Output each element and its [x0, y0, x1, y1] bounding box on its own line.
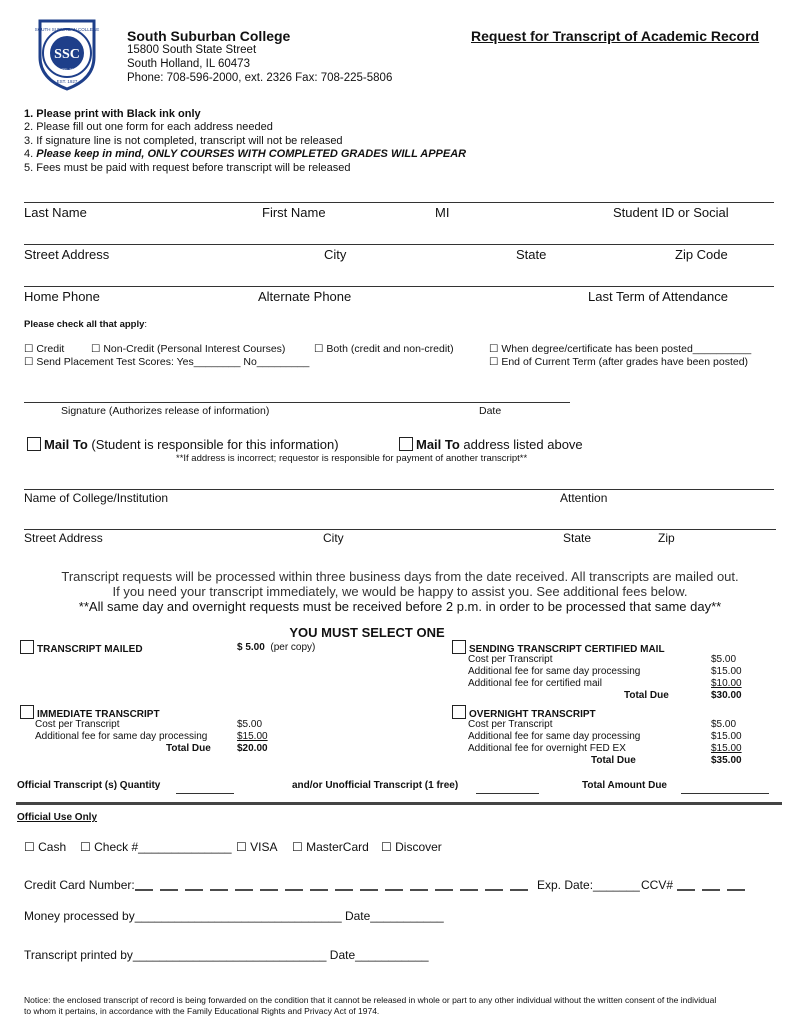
payment-mastercard-label: MasterCard — [306, 840, 369, 854]
overnight-row-value: $5.00 — [711, 719, 737, 730]
immediate-total-label: Total Due — [166, 743, 211, 754]
discover-checkbox[interactable]: ☐ — [381, 840, 392, 854]
college-state-label: State — [563, 531, 592, 545]
mailed-price-value: $ 5.00 — [237, 642, 265, 653]
instruction-3: 3. If signature line is not completed, transcript will not be released — [24, 135, 343, 147]
payment-check[interactable] — [80, 840, 232, 854]
overnight-row-value: $15.00 — [711, 743, 742, 754]
zip-code-label: Zip Code — [675, 247, 728, 262]
signature-date-label: Date — [479, 405, 502, 417]
payment-cash-label: Cash — [38, 840, 67, 854]
ccv-label: CCV# — [641, 878, 674, 892]
immediate-row-value: $15.00 — [237, 731, 268, 742]
certified-checkbox[interactable] — [452, 640, 466, 654]
alternate-phone-label: Alternate Phone — [258, 289, 352, 304]
section-divider — [16, 802, 782, 805]
field-line — [24, 529, 776, 530]
mailed-title: TRANSCRIPT MAILED — [37, 644, 143, 655]
cc-number-blanks[interactable] — [135, 880, 537, 892]
overnight-row-label: Cost per Transcript — [468, 719, 553, 730]
official-quantity-label: Official Transcript (s) Quantity — [17, 780, 161, 791]
processing-line-1: Transcript requests will be processed within three business days from the date received. All transcripts are mailed out. — [61, 569, 739, 584]
college-city-label: City — [323, 531, 344, 545]
check-all-colon: : — [144, 319, 148, 330]
immediate-checkbox[interactable] — [20, 705, 34, 719]
college-name-field-label: Name of College/Institution — [24, 491, 169, 505]
check-all-text: Please check all that apply — [24, 319, 145, 330]
immediate-row-value: $5.00 — [237, 719, 263, 730]
overnight-total: $35.00 — [711, 755, 742, 766]
certified-title: SENDING TRANSCRIPT CERTIFIED MAIL — [469, 644, 665, 655]
noncredit-option[interactable] — [91, 343, 285, 355]
mail-to-above-option[interactable] — [399, 437, 583, 452]
overnight-row-value: $15.00 — [711, 731, 742, 742]
payment-check-label: Check #______________ — [94, 840, 232, 854]
certified-row-value: $15.00 — [711, 666, 742, 677]
logo-text: SSC — [54, 47, 80, 62]
instruction-4-number: 4. — [24, 148, 37, 160]
visa-checkbox[interactable]: ☐ — [236, 840, 247, 854]
noncredit-checkbox[interactable]: ☐ — [91, 343, 101, 355]
official-quantity-line[interactable] — [176, 793, 234, 794]
cc-number-label: Credit Card Number: — [24, 878, 135, 892]
college-address1: 15800 South State Street — [127, 44, 257, 56]
overnight-row-label: Additional fee for overnight FED EX — [468, 743, 626, 754]
total-amount-line[interactable] — [681, 793, 769, 794]
credit-option[interactable] — [24, 343, 64, 355]
transcript-printed-line: Transcript printed by_____________________________ Date___________ — [24, 948, 429, 962]
attention-label: Attention — [560, 491, 608, 505]
home-phone-label: Home Phone — [24, 289, 100, 304]
degree-label: When degree/certificate has been posted__________ — [501, 343, 752, 355]
street-address-label: Street Address — [24, 247, 110, 262]
noncredit-label: Non-Credit (Personal Interest Courses) — [103, 343, 286, 355]
immediate-option[interactable] — [20, 705, 160, 720]
certified-row-value: $10.00 — [711, 678, 742, 689]
payment-discover[interactable] — [381, 840, 442, 854]
both-option[interactable] — [314, 343, 454, 355]
certified-total: $30.00 — [711, 690, 742, 701]
signature-label: Signature (Authorizes release of information) — [61, 405, 270, 417]
college-street-label: Street Address — [24, 531, 103, 545]
mail-to-student-rest: (Student is responsible for this information) — [87, 437, 339, 452]
mail-to-student-option[interactable] — [27, 437, 339, 452]
mastercard-checkbox[interactable]: ☐ — [292, 840, 303, 854]
payment-mastercard[interactable] — [292, 840, 369, 854]
mailed-price-note: (per copy) — [270, 642, 316, 653]
unofficial-quantity-label: and/or Unofficial Transcript (1 free) — [292, 780, 459, 791]
mail-to-student-bold: Mail To — [44, 437, 88, 452]
check-all-heading — [24, 319, 147, 330]
signature-line[interactable] — [24, 402, 570, 403]
mail-to-above-bold: Mail To — [416, 437, 460, 452]
must-select-heading: YOU MUST SELECT ONE — [289, 625, 445, 640]
instruction-4 — [24, 148, 466, 160]
instruction-5: 5. Fees must be paid with request before transcript will be released — [24, 162, 351, 174]
endterm-option[interactable] — [489, 356, 748, 368]
immediate-total: $20.00 — [237, 743, 268, 754]
field-line — [24, 202, 774, 203]
total-amount-label: Total Amount Due — [582, 780, 667, 791]
overnight-checkbox[interactable] — [452, 705, 466, 719]
field-line — [24, 244, 774, 245]
exp-date-label: Exp. Date:_______ — [537, 878, 640, 892]
mailed-option[interactable] — [20, 640, 143, 655]
state-label: State — [516, 247, 547, 262]
both-checkbox[interactable]: ☐ — [314, 343, 324, 355]
instruction-4-text: Please keep in mind, ONLY COURSES WITH COMPLETED GRADES WILL APPEAR — [36, 148, 467, 160]
overnight-title: OVERNIGHT TRANSCRIPT — [469, 709, 596, 720]
mailed-price — [237, 642, 315, 653]
immediate-row-label: Cost per Transcript — [35, 719, 120, 730]
certified-row-value: $5.00 — [711, 654, 737, 665]
certified-total-label: Total Due — [624, 690, 669, 701]
processing-line-2: If you need your transcript immediately, we would be happy to assist you. See additional fees below. — [112, 584, 688, 599]
logo-inner: EXCEL 2027 — [56, 68, 78, 72]
certified-row-label: Cost per Transcript — [468, 654, 553, 665]
unofficial-quantity-line[interactable] — [476, 793, 539, 794]
student-id-label: Student ID or Social — [613, 205, 729, 220]
instruction-1: 1. Please print with Black ink only — [24, 108, 201, 120]
mail-to-student-checkbox[interactable] — [27, 437, 41, 451]
degree-option[interactable] — [489, 343, 751, 355]
payment-cash[interactable] — [24, 840, 66, 854]
college-name: South Suburban College — [127, 28, 291, 44]
form-title: Request for Transcript of Academic Record — [471, 28, 760, 44]
logo-ring-bottom: EST. 1927 — [56, 79, 78, 84]
payment-discover-label: Discover — [395, 840, 442, 854]
notice-line-1: Notice: the enclosed transcript of record is being forwarded on the condition that it cannot be released in whole or part to any other individual without the written consent of the individual — [24, 995, 717, 1005]
check-checkbox[interactable]: ☐ — [80, 840, 91, 854]
overnight-row-label: Additional fee for same day processing — [468, 731, 641, 742]
official-use-title: Official Use Only — [17, 812, 98, 823]
processing-line-3: **All same day and overnight requests must be received before 2 p.m. in order to be processed that same day** — [78, 599, 722, 614]
instruction-2: 2. Please fill out one form for each address needed — [24, 121, 273, 133]
payment-visa-label: VISA — [250, 840, 278, 854]
certified-option[interactable] — [452, 640, 665, 655]
money-processed-line: Money processed by_______________________________ Date___________ — [24, 909, 444, 923]
endterm-checkbox[interactable]: ☐ — [489, 356, 499, 368]
certified-row-label: Additional fee for same day processing — [468, 666, 641, 677]
college-phone: Phone: 708-596-2000, ext. 2326 Fax: 708-225-5806 — [127, 72, 393, 84]
immediate-row-label: Additional fee for same day processing — [35, 731, 208, 742]
payment-visa[interactable] — [236, 840, 277, 854]
immediate-title: IMMEDIATE TRANSCRIPT — [37, 709, 160, 720]
ccv-blanks[interactable] — [677, 880, 749, 892]
endterm-label: End of Current Term (after grades have been posted) — [501, 356, 749, 368]
mail-note: **If address is incorrect; requestor is responsible for payment of another transcript** — [176, 453, 528, 464]
field-line — [24, 286, 774, 287]
overnight-total-label: Total Due — [591, 755, 636, 766]
placement-checkbox[interactable]: ☐ — [24, 356, 34, 368]
mi-label: MI — [435, 205, 450, 220]
first-name-label: First Name — [262, 205, 326, 220]
mailed-checkbox[interactable] — [20, 640, 34, 654]
credit-checkbox[interactable]: ☐ — [24, 343, 34, 355]
field-line — [24, 489, 774, 490]
notice-line-2: to whom it pertains, in accordance with the Family Educational Rights and Privacy Act of 1974. — [24, 1006, 380, 1016]
mail-to-above-checkbox[interactable] — [399, 437, 413, 451]
mail-to-above-rest: address listed above — [459, 437, 583, 452]
overnight-option[interactable] — [452, 705, 596, 720]
logo-ring-top: SOUTH SUBURBAN COLLEGE — [34, 27, 100, 32]
cash-checkbox[interactable]: ☐ — [24, 840, 35, 854]
college-address2: South Holland, IL 60473 — [127, 58, 250, 70]
city-label: City — [324, 247, 347, 262]
college-logo — [34, 17, 100, 91]
last-term-label: Last Term of Attendance — [588, 289, 728, 304]
college-zip-label: Zip — [658, 531, 675, 545]
last-name-label: Last Name — [24, 205, 87, 220]
degree-checkbox[interactable]: ☐ — [489, 343, 499, 355]
placement-option[interactable] — [24, 356, 309, 368]
placement-label: Send Placement Test Scores: Yes________ No_________ — [36, 356, 310, 368]
credit-label: Credit — [36, 343, 65, 355]
both-label: Both (credit and non-credit) — [326, 343, 454, 355]
certified-row-label: Additional fee for certified mail — [468, 678, 602, 689]
